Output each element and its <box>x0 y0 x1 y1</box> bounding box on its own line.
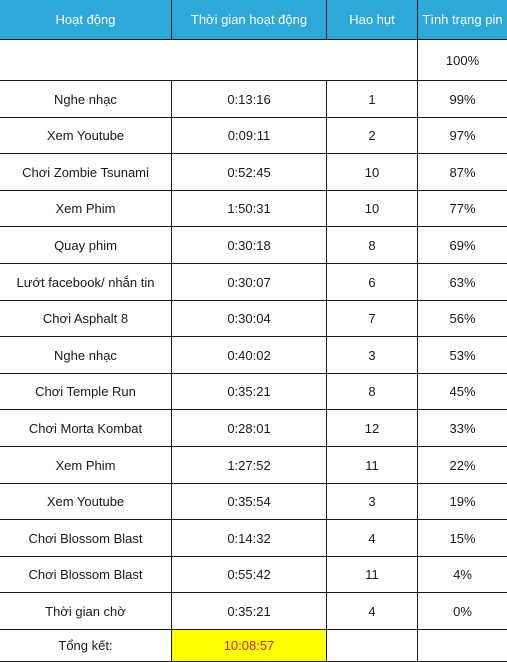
cell-loss: 10 <box>327 191 418 227</box>
cell-loss: 6 <box>327 264 418 301</box>
header-duration: Thời gian hoạt động <box>172 0 327 40</box>
summary-row <box>0 630 507 662</box>
header-loss: Hao hụt <box>327 0 418 40</box>
table-row <box>0 593 507 630</box>
cell-battery: 77% <box>418 191 507 227</box>
cell-battery: 45% <box>418 374 507 410</box>
table-row <box>0 557 507 593</box>
cell-battery: 0% <box>418 593 507 630</box>
cell-duration: 1:50:31 <box>172 191 327 227</box>
table-row <box>0 191 507 227</box>
table-header-row <box>0 0 507 40</box>
cell-battery: 4% <box>418 557 507 593</box>
cell-battery: 56% <box>418 301 507 337</box>
cell-loss: 4 <box>327 593 418 630</box>
header-activity: Hoạt động <box>0 0 172 40</box>
summary-total-duration: 10:08:57 <box>172 630 327 662</box>
cell-activity: Xem Phim <box>0 447 172 484</box>
cell-duration: 0:30:07 <box>172 264 327 301</box>
cell-activity: Nghe nhạc <box>0 337 172 374</box>
cell-activity: Chơi Blossom Blast <box>0 557 172 593</box>
cell-duration: 0:30:04 <box>172 301 327 337</box>
cell-activity: Chơi Morta Kombat <box>0 410 172 447</box>
cell-loss: 4 <box>327 520 418 557</box>
cell-duration: 0:35:21 <box>172 593 327 630</box>
cell-duration: 0:55:42 <box>172 557 327 593</box>
cell-battery: 19% <box>418 484 507 520</box>
cell-activity: Chơi Zombie Tsunami <box>0 154 172 191</box>
table-row <box>0 264 507 301</box>
cell-battery: 53% <box>418 337 507 374</box>
cell-battery: 87% <box>418 154 507 191</box>
table-row <box>0 301 507 337</box>
cell-loss: 11 <box>327 447 418 484</box>
table-row <box>0 337 507 374</box>
cell-loss: 11 <box>327 557 418 593</box>
summary-label: Tổng kết: <box>0 630 172 662</box>
cell-duration: 0:13:16 <box>172 81 327 118</box>
cell-activity: Lướt facebook/ nhắn tin <box>0 264 172 301</box>
cell-activity: Quay phim <box>0 227 172 264</box>
initial-blank-cell <box>0 40 418 81</box>
table-row <box>0 154 507 191</box>
table-row <box>0 227 507 264</box>
cell-activity: Xem Youtube <box>0 118 172 154</box>
cell-duration: 1:27:52 <box>172 447 327 484</box>
cell-activity: Xem Phim <box>0 191 172 227</box>
cell-loss: 3 <box>327 337 418 374</box>
cell-battery: 22% <box>418 447 507 484</box>
summary-empty-battery <box>418 630 507 662</box>
cell-battery: 97% <box>418 118 507 154</box>
cell-duration: 0:28:01 <box>172 410 327 447</box>
table-row <box>0 520 507 557</box>
cell-duration: 0:40:02 <box>172 337 327 374</box>
summary-empty-loss <box>327 630 418 662</box>
cell-loss: 8 <box>327 227 418 264</box>
cell-loss: 12 <box>327 410 418 447</box>
cell-battery: 69% <box>418 227 507 264</box>
cell-battery: 63% <box>418 264 507 301</box>
cell-loss: 7 <box>327 301 418 337</box>
table-row <box>0 484 507 520</box>
cell-activity: Chơi Blossom Blast <box>0 520 172 557</box>
initial-battery-value: 100% <box>418 40 507 81</box>
table-row <box>0 374 507 410</box>
cell-activity: Xem Youtube <box>0 484 172 520</box>
initial-battery-row <box>0 40 507 81</box>
cell-duration: 0:09:11 <box>172 118 327 154</box>
cell-activity: Chơi Asphalt 8 <box>0 301 172 337</box>
cell-duration: 0:30:18 <box>172 227 327 264</box>
cell-loss: 10 <box>327 154 418 191</box>
cell-loss: 1 <box>327 81 418 118</box>
cell-duration: 0:35:54 <box>172 484 327 520</box>
cell-battery: 33% <box>418 410 507 447</box>
cell-activity: Nghe nhạc <box>0 81 172 118</box>
cell-battery: 99% <box>418 81 507 118</box>
cell-loss: 8 <box>327 374 418 410</box>
cell-duration: 0:35:21 <box>172 374 327 410</box>
cell-activity: Thời gian chờ <box>0 593 172 630</box>
cell-activity: Chơi Temple Run <box>0 374 172 410</box>
table-row <box>0 410 507 447</box>
header-battery: Tình trạng pin <box>418 0 507 40</box>
table-row <box>0 447 507 484</box>
cell-duration: 0:52:45 <box>172 154 327 191</box>
cell-loss: 2 <box>327 118 418 154</box>
table-row <box>0 118 507 154</box>
cell-loss: 3 <box>327 484 418 520</box>
cell-duration: 0:14:32 <box>172 520 327 557</box>
table-row <box>0 81 507 118</box>
cell-battery: 15% <box>418 520 507 557</box>
